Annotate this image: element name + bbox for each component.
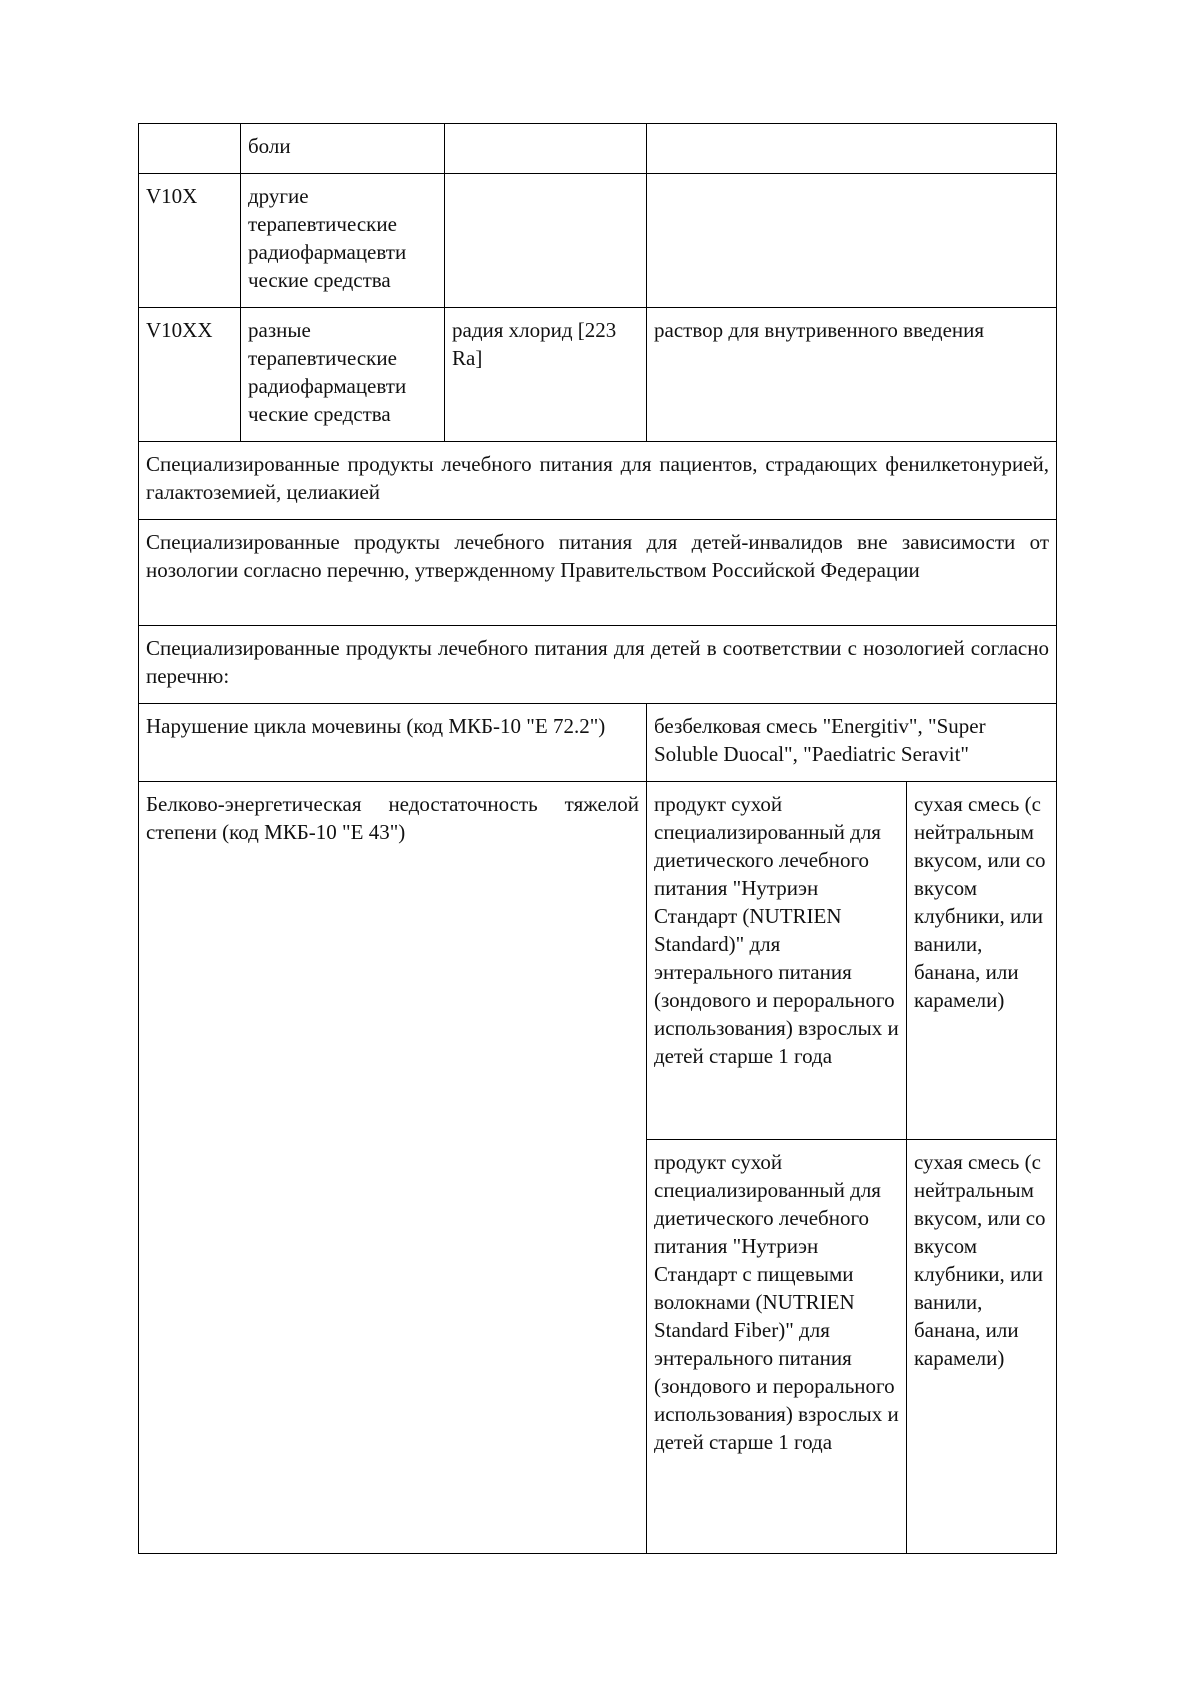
atc-code-cell: V10X [139,174,241,308]
atc-group-cell: другие терапевтические радиофармацевти ческие средства [241,174,445,308]
drug-name-cell: радия хлорид [223 Ra] [445,308,647,442]
atc-code-cell: V10XX [139,308,241,442]
atc-group-cell: разные терапевтические радиофармацевти ческие средства [241,308,445,442]
table-row [139,782,1057,1140]
section-row [139,442,1057,520]
condition-cell: Нарушение цикла мочевины (код МКБ-10 "Е 72.2") [139,704,647,782]
section-row [139,520,1057,626]
dosage-form-cell: раствор для внутривенного введения [647,308,1057,442]
section-heading-pku: Специализированные продукты лечебного питания для пациентов, страдающих фенилкетонурией, галактоземией, целиакией [139,442,1057,520]
product-form-cell: сухая смесь (с нейтральным вкусом, или со вкусом клубники, или ванили, банана, или карамели) [907,1140,1057,1554]
table-row [139,174,1057,308]
product-cell: безбелковая смесь "Energitiv", "Super Soluble Duocal", "Paediatric Seravit" [647,704,1057,782]
section-heading-nosology: Специализированные продукты лечебного питания для детей в соответствии с нозологией согласно перечню: [139,626,1057,704]
product-name-cell: продукт сухой специализированный для диетического лечебного питания "Нутриэн Стандарт с пищевыми волокнами (NUTRIEN Standard Fiber)" для энтерального питания (зондового и перорального использования) взрослых и детей старше 1 года [647,1140,907,1554]
section-row [139,626,1057,704]
dosage-form-cell [647,124,1057,174]
product-form-cell: сухая смесь (с нейтральным вкусом, или со вкусом клубники, или ванили, банана, или карамели) [907,782,1057,1140]
drug-name-cell [445,174,647,308]
table-row [139,124,1057,174]
drug-name-cell [445,124,647,174]
table-row [139,704,1057,782]
section-heading-disabled-children: Специализированные продукты лечебного питания для детей-инвалидов вне зависимости от нозологии согласно перечню, утвержденному Правительством Российской Федерации [139,520,1057,626]
product-name-cell: продукт сухой специализированный для диетического лечебного питания "Нутриэн Стандарт (NUTRIEN Standard)" для энтерального питания (зондового и перорального использования) взрослых и детей старше 1 года [647,782,907,1140]
dosage-form-cell [647,174,1057,308]
atc-group-cell: боли [241,124,445,174]
table-row [139,308,1057,442]
atc-code-cell [139,124,241,174]
drug-list-table [138,123,1057,1554]
condition-cell: Белково-энергетическая недостаточность тяжелой степени (код МКБ-10 "Е 43") [139,782,647,1554]
